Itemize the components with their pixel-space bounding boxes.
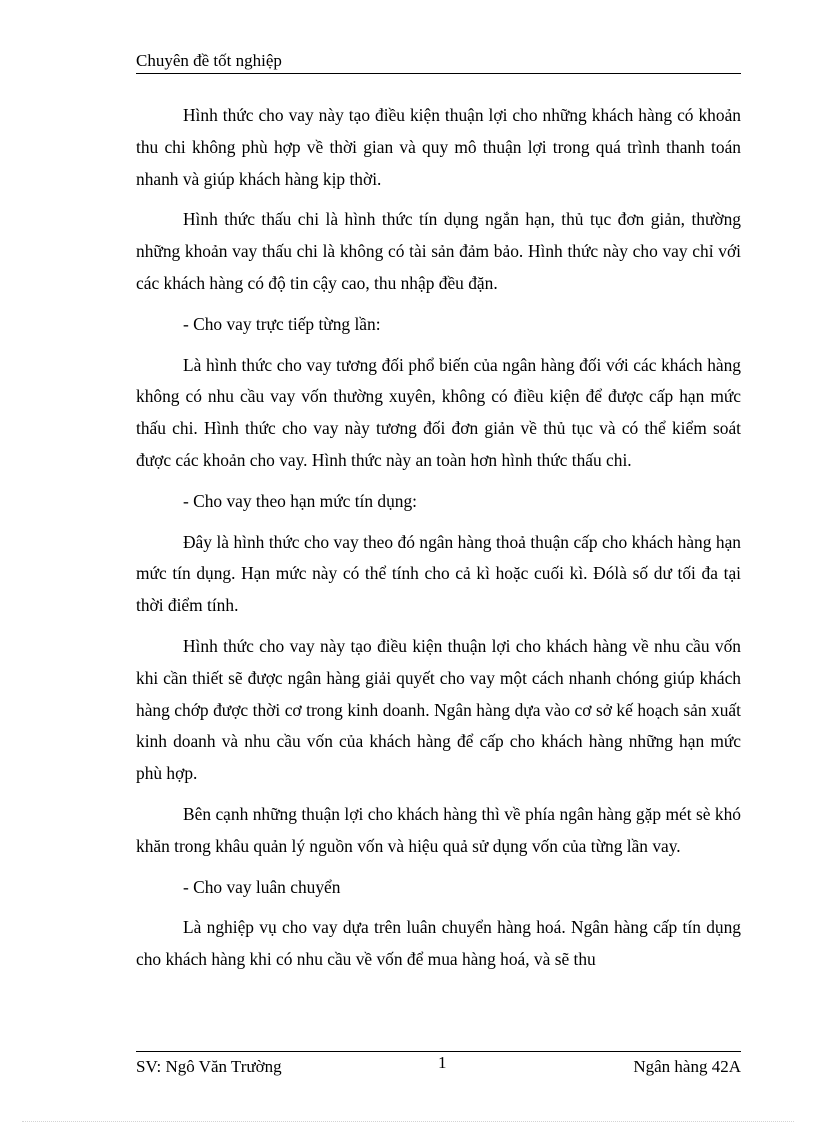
page-footer (136, 1051, 741, 1074)
page-edge-divider (22, 1121, 794, 1122)
section-heading: - Cho vay trực tiếp từng lần: (183, 313, 381, 334)
page-header (136, 51, 741, 74)
footer-page-number: 1 (438, 1053, 447, 1072)
paragraph: Hình thức cho vay này tạo điều kiện thuận lợi cho khách hàng về nhu cầu vốn khi cần thiết sẽ được ngân hàng giải quyết cho vay một cách nhanh chóng giúp khách hàng chớp được thời cơ trong kinh doanh. Ngân hàng dựa vào cơ sở kế hoạch sản xuất kinh doanh và nhu cầu vốn của khách hàng để cấp cho khách hàng những hạn mức phù hợp. (136, 635, 741, 784)
section-heading: - Cho vay theo hạn mức tín dụng: (183, 490, 418, 511)
paragraph: Là hình thức cho vay tương đối phổ biến của ngân hàng đối với các khách hàng không có nhu cầu vay vốn thường xuyên, không có điều kiện để được cấp hạn mức thấu chi. Hình thức cho vay này tương đối đơn giản về thủ tục và có thể kiểm soát được các khoản cho vay. Hình thức này an toàn hơn hình thức thấu chi. (136, 354, 741, 470)
document-body (136, 100, 741, 985)
header-title: Chuyên đề tốt nghiệp (136, 51, 282, 70)
paragraph: Hình thức cho vay này tạo điều kiện thuận lợi cho những khách hàng có khoản thu chi không phù hợp về thời gian và quy mô thuận lợi trong quá trình thanh toán nhanh và giúp khách hàng kịp thời. (136, 105, 741, 189)
paragraph: Đây là hình thức cho vay theo đó ngân hàng thoả thuận cấp cho khách hàng hạn mức tín dụng. Hạn mức này có thể tính cho cả kì hoặc cuối kì. Đólà số dư tối đa tại thời điểm tính. (136, 531, 741, 616)
paragraph: Là nghiệp vụ cho vay dựa trên luân chuyển hàng hoá. Ngân hàng cấp tín dụng cho khách hàng khi có nhu cầu về vốn để mua hàng hoá, và sẽ thu (136, 917, 741, 970)
footer-student: SV: Ngô Văn Trường (136, 1057, 282, 1076)
paragraph: Hình thức thấu chi là hình thức tín dụng ngắn hạn, thủ tục đơn giản, thường những khoản vay thấu chi là không có tài sản đảm bảo. Hình thức này cho vay chỉ với các khách hàng có độ tin cậy cao, thu nhập đều đặn. (136, 209, 741, 293)
section-heading: - Cho vay luân chuyển (183, 876, 341, 897)
paragraph: Bên cạnh những thuận lợi cho khách hàng thì về phía ngân hàng gặp mét sè khó khăn trong khâu quản lý nguồn vốn và hiệu quả sử dụng vốn của từng lần vay. (136, 803, 741, 856)
footer-class: Ngân hàng 42A (633, 1057, 741, 1076)
